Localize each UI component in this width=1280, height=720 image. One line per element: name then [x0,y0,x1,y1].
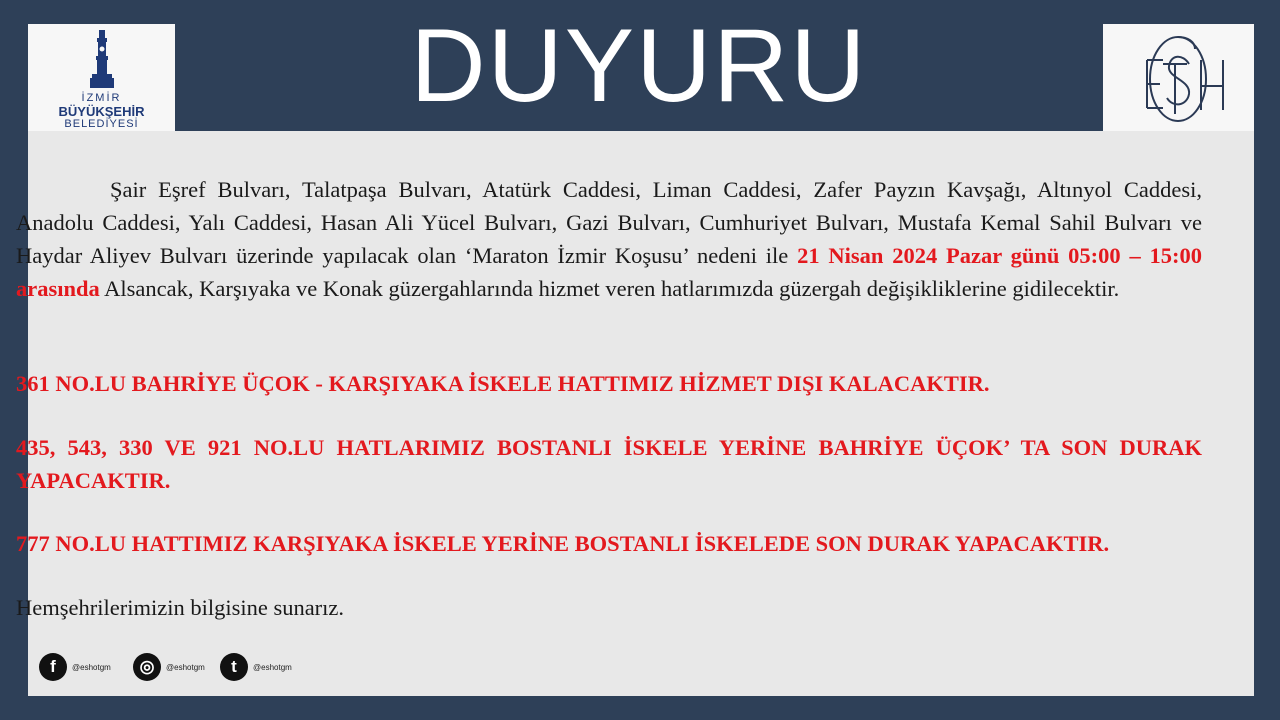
eshot-monogram-icon [1103,24,1254,131]
twitter-handle: @eshotgm [253,662,292,672]
instagram-icon: ◎ [133,653,161,681]
intro-text: Şair Eşref Bulvarı, Talatpaşa Bulvarı, Atatürk Caddesi, Liman Caddesi, Zafer Payzın Kavşağı, Altınyol Caddesi, Anadolu Caddesi, Yalı Caddesi, Hasan Ali Yücel Bulvarı, Gazi Bulvarı, Cumhuriyet Bulvarı, Mustafa Kemal Sahil Bulvarı ve Haydar Aliyev Bulvarı üzerinde yapılacak olan ‘Maraton İzmir Koşusu’ nedeni ile [16,177,1202,268]
intro-paragraph [16,173,1202,305]
logo-municipality-suffix: BELEDİYESİ [64,118,139,130]
date-highlight: 21 Nisan 2024 Pazar günü 05:00 – 15:00 arasında [16,243,1202,301]
twitter-link[interactable] [220,653,292,681]
logo-municipality-name: BÜYÜKŞEHİR [58,104,145,119]
intro-text-end: Alsancak, Karşıyaka ve Konak güzergahlarında hizmet veren hatlarımızda güzergah değişikliklerine gidilecektir. [104,276,1120,301]
eshot-logo [1103,24,1254,131]
instagram-handle: @eshotgm [166,662,205,672]
closing-text: Hemşehrilerimizin bilgisine sunarız. [16,595,345,620]
page-title: DUYURU [410,7,868,124]
notice-435-543-330-921: 435, 543, 330 VE 921 NO.LU HATLARIMIZ BOSTANLI İSKELE YERİNE BAHRİYE ÜÇOK’ TA SON DURAK YAPACAKTIR. [16,435,1202,493]
facebook-icon: f [39,653,67,681]
notice-777: 777 NO.LU HATTIMIZ KARŞIYAKA İSKELE YERİNE BOSTANLI İSKELEDE SON DURAK YAPACAKTIR. [16,531,1110,556]
notice-361: 361 NO.LU BAHRİYE ÜÇOK - KARŞIYAKA İSKELE HATTIMIZ HİZMET DIŞI KALACAKTIR. [16,371,990,396]
twitter-icon: t [220,653,248,681]
logo-city-name: İZMİR [81,92,122,104]
instagram-link[interactable] [133,653,205,681]
facebook-handle: @eshotgm [72,662,111,672]
facebook-link[interactable] [39,653,111,681]
izmir-municipality-logo [28,24,175,131]
clock-tower-icon [86,28,118,90]
